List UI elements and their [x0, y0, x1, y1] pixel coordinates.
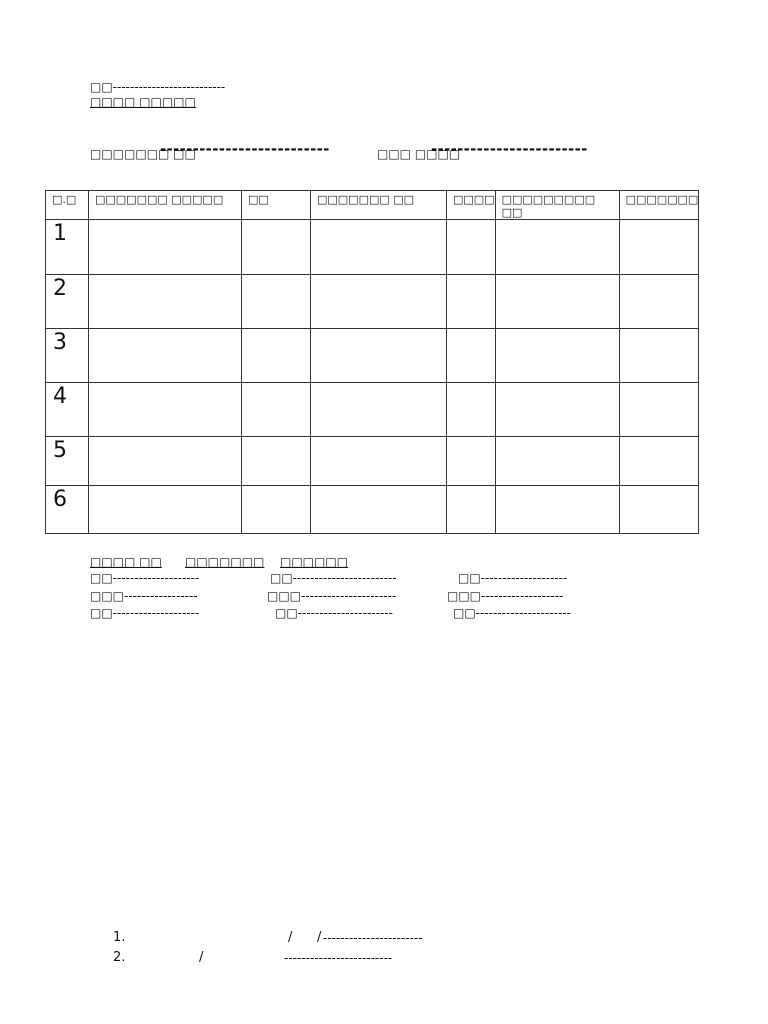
table-cell[interactable] [89, 486, 242, 534]
signature-col2-line1: □□------------------------ [270, 571, 397, 585]
table-cell[interactable] [447, 437, 496, 486]
table-cell[interactable] [447, 486, 496, 534]
footer-item-1-number: 1. [113, 930, 126, 945]
signature-col2-line2: □□□---------------------- [267, 589, 397, 603]
table-cell[interactable] [619, 275, 699, 329]
table-cell[interactable] [311, 275, 447, 329]
signature-col3-line2: □□□------------------- [447, 589, 564, 603]
table-cell[interactable] [242, 329, 311, 383]
row-number: 4 [46, 383, 89, 437]
header-line-2: □□□□ □□□□□ [90, 95, 196, 109]
field-right-dashes: ------------------------ [431, 140, 588, 158]
footer-item-2-number: 2. [113, 950, 126, 965]
column-header-2: □□□□□□□ □□□□□ [89, 191, 242, 220]
table-cell[interactable] [242, 383, 311, 437]
table-cell[interactable] [89, 329, 242, 383]
signature-col1-line3: □□-------------------- [90, 606, 200, 620]
data-table [45, 190, 699, 534]
table-cell[interactable] [89, 275, 242, 329]
row-number: 6 [46, 486, 89, 534]
table-cell[interactable] [311, 486, 447, 534]
table-cell[interactable] [242, 220, 311, 275]
field-left-dashes: -------------------------- [160, 140, 330, 158]
signature-col1-line2: □□□----------------- [90, 589, 198, 603]
column-header-serial: □.□ [46, 191, 89, 220]
signature-heading-1: □□□□ □□ [90, 555, 162, 569]
table-row [46, 486, 699, 534]
column-header-7: □□□□□□□ [619, 191, 699, 220]
table-cell[interactable] [619, 220, 699, 275]
table-cell[interactable] [89, 383, 242, 437]
signature-col3-line3: □□---------------------- [453, 606, 571, 620]
column-header-5: □□□□ [447, 191, 496, 220]
row-number: 3 [46, 329, 89, 383]
table-cell[interactable] [447, 383, 496, 437]
footer-item-1-dashes: ----------------------- [323, 931, 423, 945]
table-cell[interactable] [495, 329, 619, 383]
footer-item-1-slash-a: / [288, 930, 293, 945]
column-header-3: □□ [242, 191, 311, 220]
table-cell[interactable] [495, 275, 619, 329]
field-left-label: □□□□□□□ □□ [90, 147, 196, 161]
table-cell[interactable] [619, 437, 699, 486]
table-cell[interactable] [619, 486, 699, 534]
row-number: 2 [46, 275, 89, 329]
field-right-label: □□□ □□□□ [377, 147, 461, 161]
row-number: 5 [46, 437, 89, 486]
table-cell[interactable] [495, 437, 619, 486]
table-cell[interactable] [495, 220, 619, 275]
footer-item-2-dashes: ------------------------- [284, 951, 393, 965]
footer-item-1-slash-b: / [317, 930, 322, 945]
table-cell[interactable] [89, 220, 242, 275]
table-cell[interactable] [242, 486, 311, 534]
signature-col1-line1: □□-------------------- [90, 571, 200, 585]
table-cell[interactable] [447, 275, 496, 329]
table-row [46, 220, 699, 275]
signature-col3-line1: □□-------------------- [458, 571, 568, 585]
table-cell[interactable] [311, 329, 447, 383]
table-cell[interactable] [495, 486, 619, 534]
table-cell[interactable] [242, 437, 311, 486]
table-cell[interactable] [242, 275, 311, 329]
table-cell[interactable] [447, 220, 496, 275]
table-cell[interactable] [311, 437, 447, 486]
table-header-row [46, 191, 699, 220]
table-row [46, 329, 699, 383]
table-cell[interactable] [311, 220, 447, 275]
row-number: 1 [46, 220, 89, 275]
table-cell[interactable] [495, 383, 619, 437]
table-cell[interactable] [619, 383, 699, 437]
table-cell[interactable] [89, 437, 242, 486]
header-line-1: □□-------------------------- [90, 80, 226, 94]
column-header-6: □□□□□□□□□ □□ [495, 191, 619, 220]
table-row [46, 437, 699, 486]
table-cell[interactable] [447, 329, 496, 383]
table-row [46, 383, 699, 437]
table-row [46, 275, 699, 329]
footer-item-2-slash: / [199, 950, 204, 965]
column-header-4: □□□□□□□ □□ [311, 191, 447, 220]
table-cell[interactable] [311, 383, 447, 437]
signature-heading-2: □□□□□□□ [185, 555, 265, 569]
table-cell[interactable] [619, 329, 699, 383]
signature-col2-line3: □□---------------------- [275, 606, 393, 620]
signature-heading-3: □□□□□□ [280, 555, 349, 569]
